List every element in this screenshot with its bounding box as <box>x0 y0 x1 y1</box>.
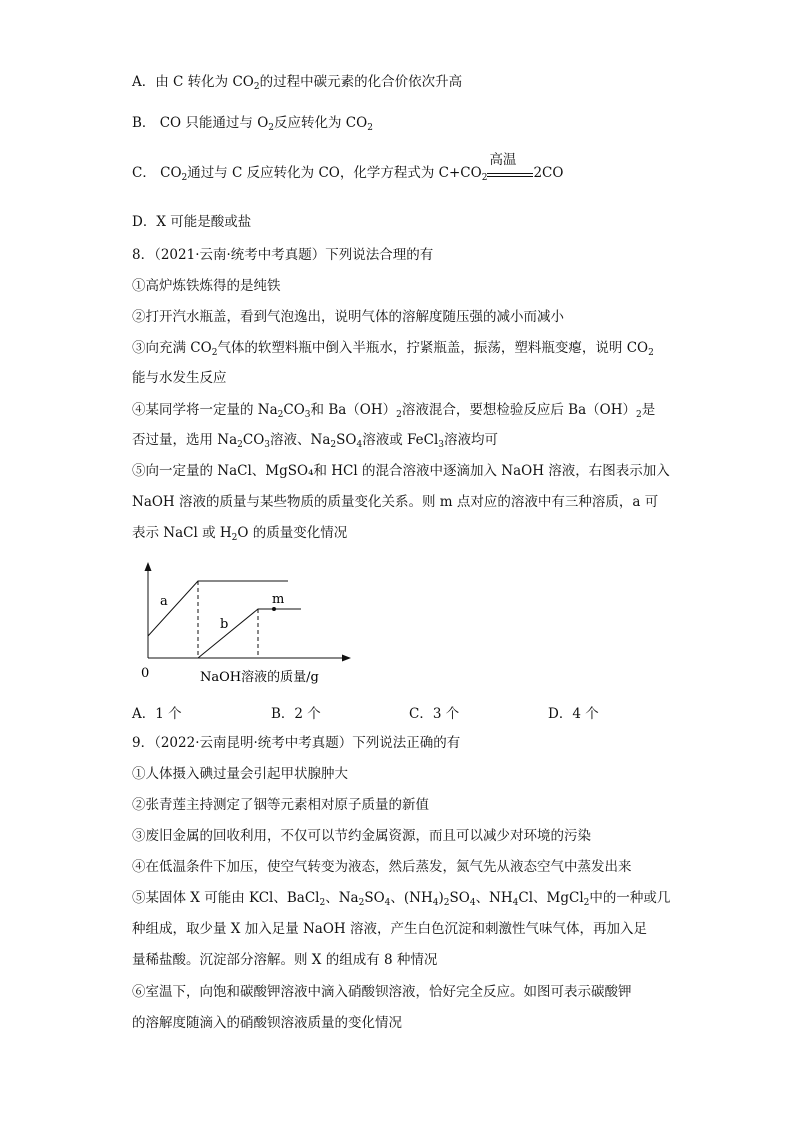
q7-option-a[interactable] <box>132 72 462 97</box>
subscript: 2 <box>268 123 274 133</box>
q9-statement-5 <box>132 888 670 913</box>
subscript: 4 <box>356 440 363 450</box>
statement-text: 溶液或 FeCl <box>362 432 439 448</box>
statement-text: ) <box>438 890 444 906</box>
statement-text: ⑤某固体 X 可能由 KCl、BaCl <box>132 890 320 906</box>
statement-text: 、NH <box>475 890 513 906</box>
statement-text: 气体的软塑料瓶中倒入半瓶水，拧紧瓶盖，振荡，塑料瓶变瘪，说明 CO <box>217 340 649 356</box>
subscript: 2 <box>648 348 654 358</box>
subscript: 3 <box>304 410 311 420</box>
statement-text: 溶液混合，要想检验反应后 Ba（OH） <box>401 402 636 418</box>
origin-label: 0 <box>141 666 150 681</box>
subscript: 4 <box>512 898 519 908</box>
subscript: 2 <box>443 898 450 908</box>
statement-text: 溶液均可 <box>444 432 498 448</box>
curve-b <box>198 609 301 658</box>
subscript: 4 <box>384 898 391 908</box>
q8-option-b[interactable]: B．2 个 <box>271 706 321 722</box>
q8-option-d[interactable]: D．4 个 <box>548 706 599 722</box>
subscript: 2 <box>358 898 365 908</box>
equation-bar <box>487 176 533 177</box>
q9-statement-4: ④在低温条件下加压，使空气转变为液态，然后蒸发，氮气先从液态空气中蒸发出来 <box>132 859 632 875</box>
statement-text: Cl、MgCl <box>518 890 584 906</box>
subscript: 3 <box>264 440 271 450</box>
subscript: 4 <box>469 898 476 908</box>
statement-text: O 的质量变化情况 <box>237 525 348 541</box>
q7-option-d[interactable]: D．X 可能是酸或盐 <box>132 214 252 230</box>
q8-statement-3 <box>132 338 654 363</box>
q8-statement-5: ⑤向一定量的 NaCl、MgSO₄和 HCl 的混合溶液中逐滴加入 NaOH 溶液，右图表示加入 <box>132 463 670 479</box>
statement-text: CO <box>283 402 305 418</box>
option-c-text: C． CO <box>132 165 182 181</box>
subscript: 2 <box>211 348 218 358</box>
q7-option-c[interactable] <box>132 151 564 188</box>
statement-text: 表示 NaCl 或 H <box>132 525 232 541</box>
q8-statement-2: ②打开汽水瓶盖，看到气泡逸出，说明气体的溶解度随压强的减小而减小 <box>132 309 564 325</box>
option-b-text: B． CO 只能通过与 O <box>132 115 269 131</box>
q9-statement-6-cont: 的溶解度随滴入的硝酸钡溶液质量的变化情况 <box>132 1015 402 1031</box>
subscript: 2 <box>481 173 488 183</box>
statement-text: SO <box>364 890 385 906</box>
option-a-text: A．由 C 转化为 CO <box>132 74 254 90</box>
statement-text: 是 <box>641 402 656 418</box>
q8-graph <box>136 560 356 690</box>
equation-bar <box>487 173 533 174</box>
subscript: 2 <box>277 410 284 420</box>
point-m <box>272 607 276 611</box>
subscript: 2 <box>583 898 590 908</box>
q8-statement-1: ①高炉炼铁炼得的是纯铁 <box>132 278 281 294</box>
q9-statement-1: ①人体摄入碘过量会引起甲状腺肿大 <box>132 766 348 782</box>
q9-statement-5-cont: 种组成，取少量 X 加入足量 NaOH 溶液，产生白色沉淀和刺激性气味气体，再加入足 <box>132 921 647 937</box>
q9-statement-3: ③废旧金属的回收利用，不仅可以节约金属资源，而且可以减少对环境的污染 <box>132 828 591 844</box>
condition-label: 高温 <box>489 151 517 168</box>
q8-statement-4 <box>132 400 655 425</box>
subscript: 4 <box>432 898 439 908</box>
option-c-text-mid: 通过与 C 反应转化为 CO，化学方程式为 C+CO <box>187 165 482 181</box>
subscript: 2 <box>181 173 188 183</box>
statement-text: SO <box>449 890 470 906</box>
subscript: 2 <box>396 410 402 420</box>
subscript: 2 <box>231 533 238 543</box>
subscript: 2 <box>635 410 642 420</box>
y-axis-arrow <box>145 562 152 571</box>
option-b-text-mid: 反应转化为 CO <box>274 115 368 131</box>
q8-statement-3-cont: 能与水发生反应 <box>132 370 227 386</box>
q9-statement-2: ②张青莲主持测定了铟等元素相对原子质量的新值 <box>132 797 429 813</box>
option-a-text-end: 的过程中碳元素的化合价依次升高 <box>259 74 463 90</box>
q8-statement-4-cont <box>132 430 498 455</box>
q8-statement-5-cont: NaOH 溶液的质量与某些物质的质量变化关系。则 m 点对应的溶液中有三种溶质，a 可 <box>132 494 659 510</box>
q8-option-a[interactable]: A．1 个 <box>132 706 182 722</box>
label-b: b <box>220 617 229 632</box>
statement-text: 、Na <box>325 890 359 906</box>
q8-option-c[interactable]: C．3 个 <box>409 706 460 722</box>
statement-text: CO <box>242 432 265 448</box>
statement-text: 溶液、Na <box>270 432 331 448</box>
statement-text: 否过量，选用 Na <box>132 432 238 448</box>
statement-text: 和 Ba（OH） <box>310 402 397 418</box>
statement-text: 中的一种或几 <box>589 890 671 906</box>
subscript: 2 <box>253 82 260 92</box>
q7-option-b[interactable] <box>132 113 373 138</box>
q8-statement-5-end <box>132 523 347 548</box>
subscript: 2 <box>319 898 326 908</box>
subscript: 2 <box>237 440 243 450</box>
x-axis-arrow <box>342 655 351 662</box>
q9-statement-5-end: 量稀盐酸。沉淀部分溶解。则 X 的组成有 8 种情况 <box>132 952 438 968</box>
statement-text: SO <box>336 432 357 448</box>
subscript: 3 <box>438 440 444 450</box>
statement-text: ④某同学将一定量的 Na <box>132 402 278 418</box>
statement-text: ③向充满 CO <box>132 340 212 356</box>
subscript: 2 <box>367 123 373 133</box>
x-axis-label: NaOH溶液的质量/g <box>200 670 319 685</box>
q8-stem: 8．（2021·云南·统考中考真题）下列说法合理的有 <box>132 247 434 263</box>
subscript: 2 <box>330 440 337 450</box>
reaction-condition <box>487 151 533 184</box>
q9-statement-6: ⑥室温下，向饱和碳酸钾溶液中滴入硝酸钡溶液，恰好完全反应。如图可表示碳酸钾 <box>132 984 632 1000</box>
label-a: a <box>160 594 168 609</box>
option-c-text-end: 2CO <box>533 165 564 181</box>
q9-stem: 9．（2022·云南昆明·统考中考真题）下列说法正确的有 <box>132 735 461 751</box>
label-m: m <box>272 592 285 607</box>
statement-text: 、(NH <box>390 890 433 906</box>
